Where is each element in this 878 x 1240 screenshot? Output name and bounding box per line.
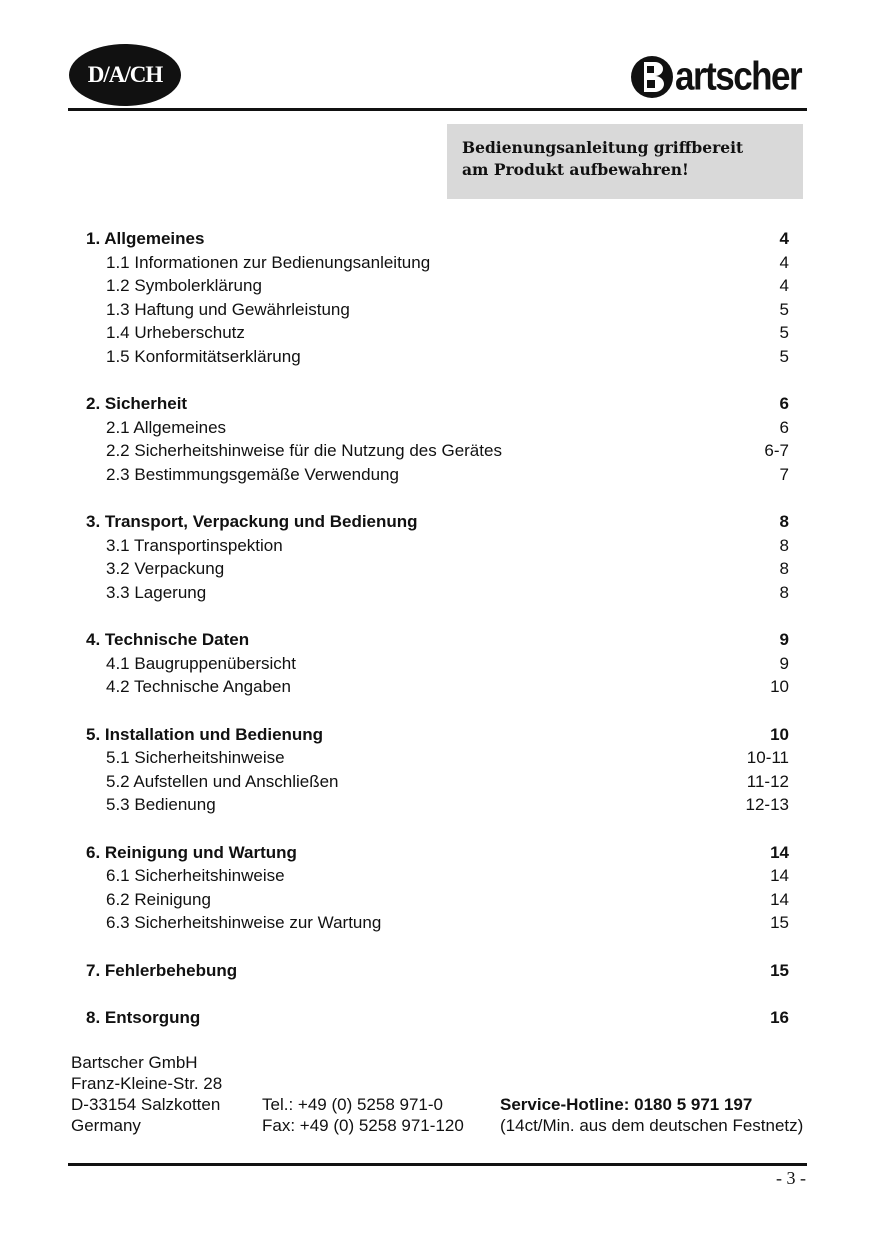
toc-entry	[86, 463, 789, 487]
svg-text:B: B	[630, 51, 631, 52]
table-of-contents	[86, 227, 789, 1054]
bartscher-logo-wordmark: artscher	[675, 54, 802, 99]
toc-entry-title: 3.2 Verpackung	[106, 559, 225, 578]
toc-entry	[86, 251, 789, 275]
toc-entry-page: 5	[779, 346, 789, 366]
toc-entry-page: 4	[779, 252, 789, 272]
toc-chapter-page: 14	[770, 842, 789, 862]
toc-chapter-page: 9	[779, 630, 789, 649]
bartscher-logo	[630, 50, 805, 104]
toc-entry	[86, 864, 789, 888]
toc-entry	[86, 888, 789, 912]
toc-entry-title: 5.2 Aufstellen und Anschließen	[106, 771, 339, 791]
toc-entry-page: 14	[770, 889, 789, 909]
toc-entry-title: 1.4 Urheberschutz	[106, 323, 245, 342]
toc-chapter-page: 8	[779, 512, 789, 531]
toc-section	[86, 959, 789, 983]
hotline-note: (14ct/Min. aus dem deutschen Festnetz)	[500, 1116, 804, 1135]
toc-entry-title: 6.2 Reinigung	[106, 889, 211, 909]
toc-section	[86, 392, 789, 486]
toc-entry	[86, 911, 789, 935]
toc-entry	[86, 746, 789, 770]
toc-chapter	[86, 227, 789, 251]
company-fax: Fax: +49 (0) 5258 971-120	[262, 1116, 464, 1135]
toc-chapter	[86, 628, 789, 652]
toc-entry	[86, 675, 789, 699]
toc-section	[86, 628, 789, 699]
toc-section	[86, 841, 789, 935]
toc-entry-title: 6.3 Sicherheitshinweise zur Wartung	[106, 913, 382, 932]
toc-entry-title: 1.2 Symbolerklärung	[106, 276, 262, 295]
toc-entry	[86, 439, 789, 463]
toc-entry-page: 11-12	[746, 771, 789, 791]
toc-entry-title: 2.1 Allgemeines	[106, 417, 227, 437]
page-number: - 3 -	[776, 1168, 806, 1188]
company-tel: Tel.: +49 (0) 5258 971-0	[262, 1095, 443, 1114]
toc-entry-page: 12-13	[745, 795, 789, 814]
toc-chapter-title: 3. Transport, Verpackung und Bedienung	[86, 512, 418, 531]
toc-chapter-page: 4	[779, 229, 789, 248]
toc-entry	[86, 534, 789, 558]
toc-chapter-title: 1. Allgemeines	[86, 229, 205, 248]
toc-chapter-page: 16	[770, 1008, 789, 1027]
toc-section	[86, 510, 789, 604]
toc-entry	[86, 416, 789, 440]
service-hotline: Service-Hotline: 0180 5 971 197	[500, 1095, 753, 1114]
toc-entry-page: 10	[770, 677, 789, 696]
toc-entry-title: 1.3 Haftung und Gewährleistung	[106, 299, 350, 319]
toc-chapter	[86, 392, 789, 416]
toc-chapter-title: 7. Fehlerbehebung	[86, 960, 238, 980]
toc-entry-title: 1.1 Informationen zur Bedienungsanleitung	[106, 252, 431, 272]
company-name: Bartscher GmbH	[71, 1053, 198, 1072]
toc-entry-title: 3.1 Transportinspektion	[106, 535, 283, 555]
company-city: D-33154 Salzkotten	[71, 1095, 221, 1114]
toc-entry-title: 2.3 Bestimmungsgemäße Verwendung	[106, 464, 399, 484]
footer-divider	[68, 1163, 807, 1166]
toc-chapter-title: 2. Sicherheit	[86, 394, 188, 413]
toc-chapter-title: 8. Entsorgung	[86, 1008, 201, 1027]
toc-chapter-page: 15	[770, 960, 789, 980]
toc-entry	[86, 770, 789, 794]
toc-entry-page: 15	[770, 913, 789, 932]
toc-entry-page: 14	[770, 866, 789, 885]
toc-entry-page: 7	[779, 464, 789, 484]
notice-box	[447, 124, 803, 199]
toc-section	[86, 1006, 789, 1030]
toc-chapter-page: 10	[770, 724, 789, 744]
toc-entry-title: 1.5 Konformitätserklärung	[106, 346, 301, 366]
toc-entry-page: 6	[779, 417, 789, 437]
toc-entry	[86, 345, 789, 369]
toc-entry-title: 3.3 Lagerung	[106, 582, 207, 602]
toc-entry-title: 4.2 Technische Angaben	[106, 677, 291, 696]
toc-entry-title: 4.1 Baugruppenübersicht	[106, 653, 296, 673]
toc-entry-page: 10-11	[746, 748, 789, 767]
toc-chapter-title: 4. Technische Daten	[86, 630, 250, 649]
company-country: Germany	[71, 1116, 141, 1135]
toc-chapter	[86, 1006, 789, 1030]
toc-entry	[86, 581, 789, 605]
toc-entry-page: 8	[779, 582, 789, 602]
toc-entry-page: 6-7	[764, 441, 789, 460]
toc-chapter-title: 5. Installation und Bedienung	[86, 724, 324, 744]
toc-entry-title: 2.2 Sicherheitshinweise für die Nutzung des Gerätes	[106, 441, 502, 460]
toc-entry	[86, 274, 789, 298]
toc-entry	[86, 652, 789, 676]
toc-chapter-title: 6. Reinigung und Wartung	[86, 842, 297, 862]
toc-entry-title: 5.3 Bedienung	[106, 795, 216, 814]
toc-entry-title: 5.1 Sicherheitshinweise	[106, 748, 285, 767]
notice-line-2: am Produkt aufbewahren!	[462, 160, 689, 179]
toc-entry	[86, 321, 789, 345]
toc-chapter	[86, 510, 789, 534]
toc-section	[86, 227, 789, 368]
toc-entry	[86, 557, 789, 581]
toc-chapter	[86, 959, 789, 983]
footer-contact	[71, 1052, 803, 1136]
toc-entry-page: 4	[779, 276, 789, 295]
header-divider	[68, 108, 807, 111]
toc-entry-page: 9	[779, 653, 789, 673]
toc-entry	[86, 793, 789, 817]
toc-chapter-page: 6	[779, 394, 789, 413]
toc-entry-page: 8	[779, 535, 789, 555]
region-badge-text: D/A/CH	[87, 62, 163, 87]
toc-entry-page: 5	[779, 323, 789, 342]
toc-chapter	[86, 841, 789, 865]
company-street: Franz-Kleine-Str. 28	[71, 1074, 223, 1093]
region-badge	[69, 44, 181, 106]
toc-entry-title: 6.1 Sicherheitshinweise	[106, 866, 285, 885]
toc-entry	[86, 298, 789, 322]
toc-section	[86, 723, 789, 817]
notice-line-1: Bedienungsanleitung griffbereit	[462, 138, 744, 157]
toc-entry-page: 5	[779, 299, 789, 319]
toc-chapter	[86, 723, 789, 747]
bartscher-logo-icon	[630, 51, 674, 103]
toc-entry-page: 8	[779, 559, 789, 578]
